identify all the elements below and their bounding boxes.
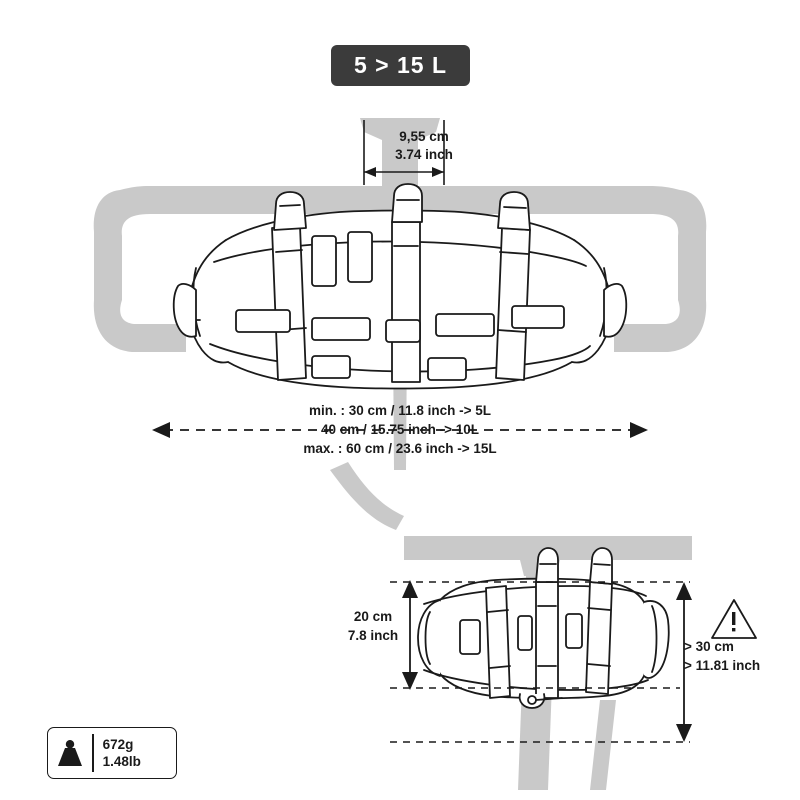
bag-height-metric: 20 cm <box>353 609 393 624</box>
bag-width-min: min. : 30 cm / 11.8 inch -> 5L <box>309 403 491 418</box>
capacity-badge <box>331 45 470 86</box>
ground-clearance-label <box>684 637 794 675</box>
handlebar-bag-side <box>418 548 669 708</box>
bag-width-label <box>235 401 565 458</box>
top-width-imperial: 3.74 inch <box>395 147 453 162</box>
ground-clearance-metric: > 30 cm <box>684 639 734 654</box>
bag-width-mid: 40 cm / 15.75 inch -> 10L <box>321 422 479 437</box>
top-width-metric: 9,55 cm <box>399 129 449 144</box>
bag-height-label <box>341 607 405 645</box>
bag-width-max: max. : 60 cm / 23.6 inch -> 15L <box>303 441 497 456</box>
bag-height-imperial: 7.8 inch <box>347 628 399 643</box>
top-width-label <box>364 128 484 164</box>
ground-clearance-imperial: > 11.81 inch <box>684 658 761 673</box>
weight-icon <box>48 737 92 769</box>
capacity-badge-label: 5 > 15 L <box>353 52 448 78</box>
handlebar-bag-front <box>174 184 627 389</box>
weight-box <box>47 727 177 779</box>
weight-text <box>94 736 176 770</box>
weight-grams: 672g <box>102 737 134 752</box>
weight-pounds: 1.48lb <box>102 754 141 769</box>
warning-triangle-icon <box>712 600 756 638</box>
